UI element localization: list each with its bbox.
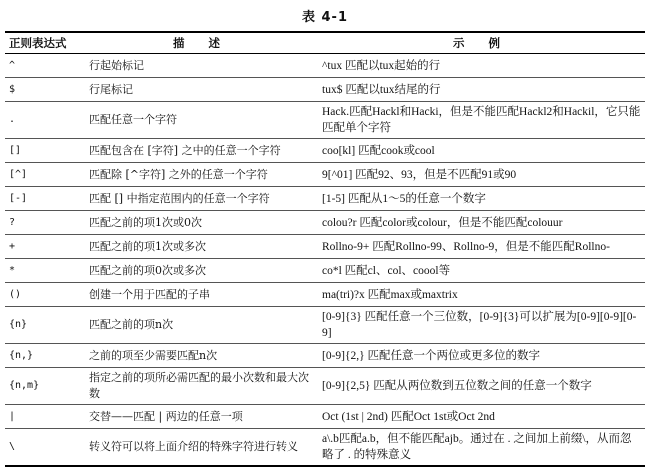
regex-example: ^tux 匹配以tux起始的行: [318, 54, 645, 78]
regex-example: co*l 匹配cl、col、coool等: [318, 259, 645, 283]
regex-expression: {n,m}: [5, 368, 85, 405]
regex-expression: [^]: [5, 163, 85, 187]
regex-example: tux$ 匹配以tux结尾的行: [318, 78, 645, 102]
table-row: [5, 405, 645, 429]
table-body: [5, 54, 645, 466]
table-row: [5, 78, 645, 102]
table-row: [5, 187, 645, 211]
regex-description: 匹配包含在 [字符] 之中的任意一个字符: [85, 139, 318, 163]
regex-expression: *: [5, 259, 85, 283]
table-caption: 表 4-1: [301, 10, 348, 25]
regex-expression: ^: [5, 54, 85, 78]
regex-description: 匹配任意一个字符: [85, 102, 318, 139]
table-row: [5, 429, 645, 466]
regex-table: [5, 31, 645, 467]
regex-description: 转义符可以将上面介绍的特殊字符进行转义: [85, 429, 318, 466]
regex-description: 匹配 [] 中指定范围内的任意一个字符: [85, 187, 318, 211]
regex-example: Hack.匹配Hackl和Hacki，但是不能匹配Hackl2和Hackil，它只能匹配单个字符: [318, 102, 645, 139]
regex-example: ma(tri)?x 匹配max或maxtrix: [318, 283, 645, 307]
regex-expression: []: [5, 139, 85, 163]
regex-example: Rollno-9+ 匹配Rollno-99、Rollno-9，但是不能匹配Rollno-: [318, 235, 645, 259]
regex-example: [0-9]{2,5} 匹配从两位数到五位数之间的任意一个数字: [318, 368, 645, 405]
regex-expression: |: [5, 405, 85, 429]
regex-example: coo[kl] 匹配cook或cool: [318, 139, 645, 163]
header-example: 示 例: [318, 32, 645, 54]
regex-example: colou?r 匹配color或colour，但是不能匹配colouur: [318, 211, 645, 235]
regex-description: 交替——匹配 | 两边的任意一项: [85, 405, 318, 429]
regex-example: [0-9]{3} 匹配任意一个三位数，[0-9]{3}可以扩展为[0-9][0-9][0-9]: [318, 307, 645, 344]
regex-example: [0-9]{2,} 匹配任意一个两位或更多位的数字: [318, 344, 645, 368]
regex-expression: \: [5, 429, 85, 466]
regex-description: 匹配除 [^字符] 之外的任意一个字符: [85, 163, 318, 187]
regex-description: 匹配之前的项1次或0次: [85, 211, 318, 235]
regex-expression: {n,}: [5, 344, 85, 368]
regex-example: [1-5] 匹配从1～5的任意一个数字: [318, 187, 645, 211]
regex-example: a\.b匹配a.b，但不能匹配ajb。通过在 . 之间加上前缀\，从而忽略了 . 的特殊意义: [318, 429, 645, 466]
regex-expression: +: [5, 235, 85, 259]
table-row: [5, 102, 645, 139]
regex-example: 9[^01] 匹配92、93，但是不匹配91或90: [318, 163, 645, 187]
table-row: [5, 307, 645, 344]
table-row: [5, 163, 645, 187]
header-expr: 正则表达式: [5, 32, 85, 54]
header-desc: 描 述: [85, 32, 318, 54]
regex-description: 创建一个用于匹配的子串: [85, 283, 318, 307]
regex-description: 指定之前的项所必需匹配的最小次数和最大次数: [85, 368, 318, 405]
regex-description: 行起始标记: [85, 54, 318, 78]
regex-expression: $: [5, 78, 85, 102]
table-row: [5, 139, 645, 163]
table-row: [5, 54, 645, 78]
regex-description: 匹配之前的项n次: [85, 307, 318, 344]
regex-description: 匹配之前的项1次或多次: [85, 235, 318, 259]
table-header-row: [5, 32, 645, 54]
table-row: [5, 344, 645, 368]
table-row: [5, 368, 645, 405]
regex-description: 行尾标记: [85, 78, 318, 102]
regex-expression: (): [5, 283, 85, 307]
regex-expression: ?: [5, 211, 85, 235]
regex-description: 匹配之前的项0次或多次: [85, 259, 318, 283]
regex-example: Oct (1st | 2nd) 匹配Oct 1st或Oct 2nd: [318, 405, 645, 429]
regex-expression: [-]: [5, 187, 85, 211]
table-row: [5, 235, 645, 259]
table-row: [5, 259, 645, 283]
regex-expression: {n}: [5, 307, 85, 344]
table-row: [5, 283, 645, 307]
regex-expression: .: [5, 102, 85, 139]
table-row: [5, 211, 645, 235]
regex-description: 之前的项至少需要匹配n次: [85, 344, 318, 368]
